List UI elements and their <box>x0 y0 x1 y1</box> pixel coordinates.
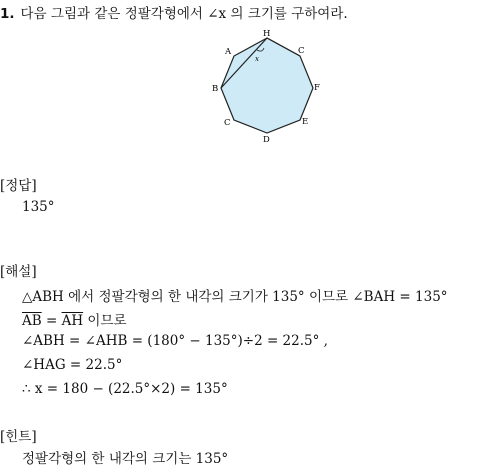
question <box>0 2 348 22</box>
explanation-line-1: △ABH 에서 정팔각형의 한 내각의 크기가 135° 이므로 ∠BAH = 135° <box>22 289 448 305</box>
vertex-label-e: E <box>302 117 309 127</box>
explanation-line-2-text: 이므로 <box>87 313 127 329</box>
explanation-line-3: ∠ABH = ∠AHB = (180° − 135°)÷2 = 22.5° , <box>22 333 328 349</box>
question-number: 1. <box>0 6 15 22</box>
question-text: 다음 그림과 같은 정팔각형에서 ∠x 의 크기를 구하여라. <box>20 6 348 22</box>
vertex-label-c-top: C <box>298 46 305 56</box>
hint-header: [힌트] <box>0 429 37 445</box>
vertex-label-h: H <box>263 29 271 39</box>
vertex-label-c-bottom: C <box>224 118 231 128</box>
angle-label: x <box>255 55 259 63</box>
vertex-label-f: F <box>314 83 320 93</box>
explanation-line-4: ∠HAG = 22.5° <box>22 357 123 373</box>
segment-ab: $\overline{AB}$ <box>22 313 42 329</box>
explanation-line-2 <box>22 309 127 329</box>
vertex-label-d: D <box>263 135 270 144</box>
answer-header: [정답] <box>0 178 37 194</box>
octagon-figure <box>212 28 324 144</box>
segment-ah: $\overline{AH}$ <box>61 313 84 329</box>
equals-sign: = <box>45 313 58 329</box>
hint-text: 정팔각형의 한 내각의 크기는 135° <box>22 451 229 467</box>
explanation-header: [해설] <box>0 264 37 280</box>
answer-value: 135° <box>22 199 55 215</box>
explanation-line-5: ∴ x = 180 − (22.5°×2) = 135° <box>22 381 228 397</box>
vertex-label-a: A <box>225 47 232 57</box>
vertex-label-b: B <box>212 84 219 94</box>
